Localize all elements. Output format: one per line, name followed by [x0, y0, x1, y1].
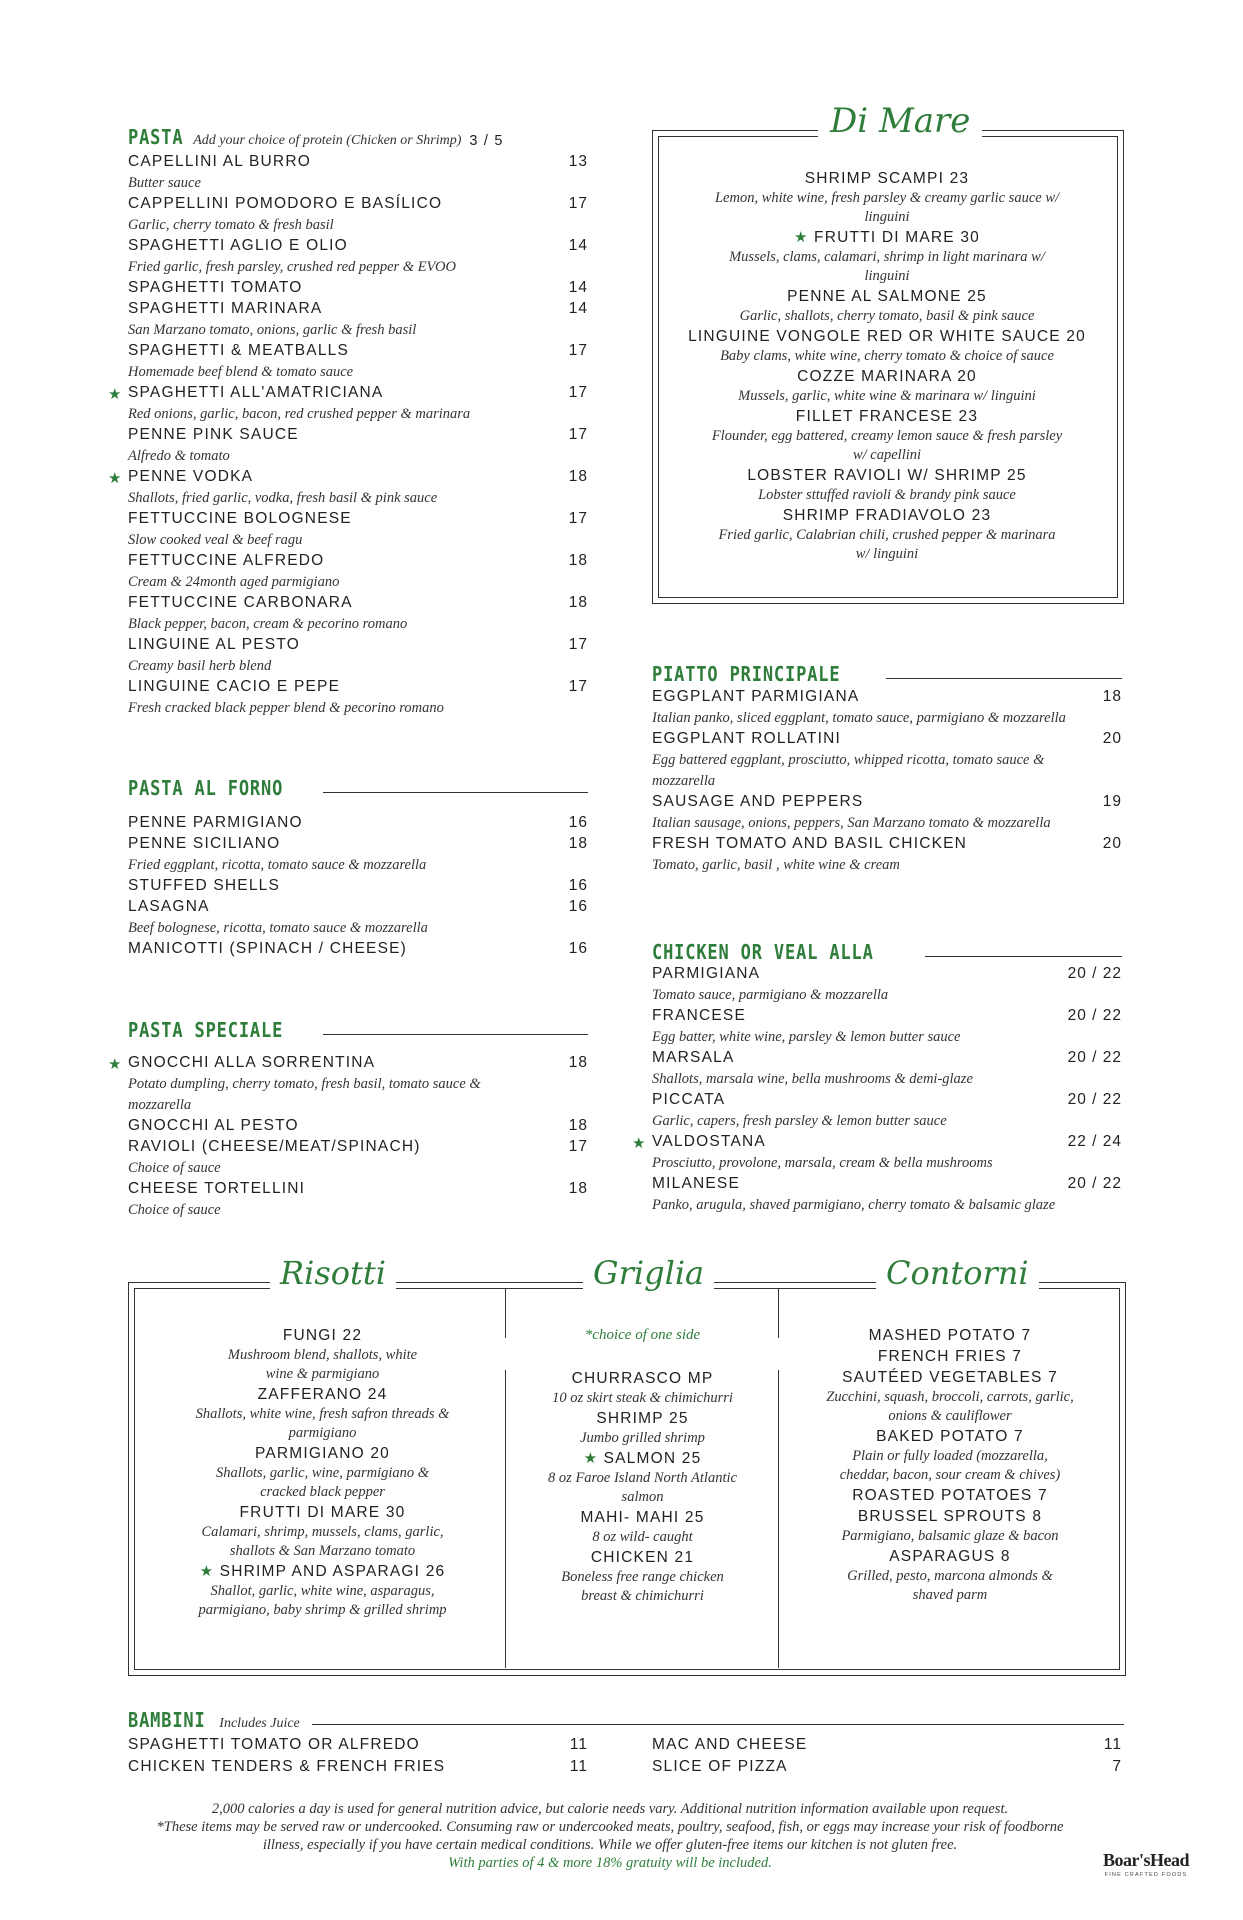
menu-item-desc: Lemon, white wine, fresh parsley & creamy garlic sauce w/ — [714, 190, 1060, 206]
menu-item-desc: Black pepper, bacon, cream & pecorino romano — [128, 616, 408, 632]
menu-item-price: 18 — [568, 594, 588, 611]
contorni-title: Contorni — [876, 1254, 1039, 1292]
menu-item-desc: Fried eggplant, ricotta, tomato sauce & mozzarella — [128, 857, 427, 873]
menu-item-label: ASPARAGUS 8 — [889, 1548, 1011, 1565]
bambini-rule — [312, 1724, 1124, 1725]
risotti-title: Risotti — [270, 1254, 396, 1292]
menu-item-name: SPAGHETTI TOMATO — [128, 279, 303, 296]
menu-item-name — [150, 1443, 495, 1464]
menu-item-price: 18 — [568, 835, 588, 852]
menu-item-desc: Flounder, egg battered, creamy lemon sauce & fresh parsley — [711, 428, 1063, 444]
menu-item-price: 20 / 22 — [1067, 1049, 1122, 1066]
menu-item-price: 17 — [568, 342, 588, 359]
menu-item-price: 18 — [568, 1117, 588, 1134]
bambini-title: BAMBINI — [128, 1708, 206, 1732]
menu-item-price: 18 — [568, 468, 588, 485]
menu-item-desc: cracked black pepper — [260, 1484, 385, 1500]
menu-item-name: FRANCESE — [652, 1007, 747, 1024]
menu-item-desc: Potato dumpling, cherry tomato, fresh basil, tomato sauce & — [128, 1076, 481, 1092]
menu-item-price: 14 — [568, 300, 588, 317]
menu-item-desc: Shallots, marsala wine, bella mushrooms & demi-glaze — [652, 1071, 973, 1087]
menu-item-desc: Fried garlic, fresh parsley, crushed red pepper & EVOO — [128, 259, 456, 275]
kids-item-price: 7 — [1112, 1758, 1122, 1775]
menu-item-name — [515, 1507, 770, 1528]
menu-item-label: SHRIMP FRADIAVOLO 23 — [782, 507, 992, 524]
griglia-side-note: *choice of one side — [584, 1327, 701, 1343]
menu-item-desc: Fried garlic, Calabrian chili, crushed pepper & marinara — [718, 527, 1056, 543]
divider-2-bottom — [778, 1370, 779, 1668]
menu-item-name — [660, 505, 1114, 526]
menu-item-name: SPAGHETTI MARINARA — [128, 300, 323, 317]
menu-item-price: 17 — [568, 678, 588, 695]
al-forno-rule — [323, 792, 588, 793]
menu-item-name: MANICOTTI (SPINACH / CHEESE) — [128, 940, 408, 957]
menu-item-label: MAHI- MAHI 25 — [580, 1509, 705, 1526]
menu-item-label: PENNE AL SALMONE 25 — [787, 288, 987, 305]
menu-item-label: SAUTÉED VEGETABLES 7 — [842, 1369, 1058, 1386]
di-mare-title: Di Mare — [818, 101, 982, 141]
menu-item-desc: Mushroom blend, shallots, white — [227, 1347, 418, 1363]
star-icon: ★ — [794, 229, 815, 246]
menu-item-name — [660, 366, 1114, 387]
menu-item-price: 22 / 24 — [1067, 1133, 1122, 1150]
menu-item-desc: Butter sauce — [128, 175, 201, 191]
menu-item-desc: Italian panko, sliced eggplant, tomato sauce, parmigiano & mozzarella — [652, 710, 1066, 726]
pasta-protein-note: Add your choice of protein (Chicken or Shrimp) — [193, 133, 462, 148]
menu-item-desc: Jumbo grilled shrimp — [580, 1430, 705, 1446]
bambini-header — [128, 1708, 1124, 1732]
menu-item-name — [790, 1367, 1110, 1388]
kids-item-name: MAC AND CHEESE — [652, 1736, 808, 1753]
menu-item-name — [515, 1448, 770, 1469]
menu-item-desc: Egg battered eggplant, prosciutto, whipped ricotta, tomato sauce & — [652, 752, 1045, 768]
menu-item-name: MILANESE — [652, 1175, 740, 1192]
footer-line-3: illness, especially if you have certain medical conditions. While we offer gluten-free items our kitchen is not gluten free. — [262, 1837, 958, 1853]
menu-item-label: FRUTTI DI MARE 30 — [239, 1504, 406, 1521]
menu-item-price: 18 — [568, 1054, 588, 1071]
menu-item-name — [790, 1325, 1110, 1346]
kids-item-name: CHICKEN TENDERS & FRENCH FRIES — [128, 1758, 446, 1775]
menu-item-name — [660, 406, 1114, 427]
menu-item-name: LASAGNA — [128, 898, 210, 915]
menu-item-price: 18 — [568, 1180, 588, 1197]
menu-item-name: PENNE SICILIANO — [128, 835, 281, 852]
menu-item-desc: shallots & San Marzano tomato — [229, 1543, 416, 1559]
menu-item-label: CHURRASCO MP — [571, 1370, 714, 1387]
menu-item-desc: Red onions, garlic, bacon, red crushed pepper & marinara — [128, 406, 471, 422]
menu-item-desc: w/ linguini — [855, 546, 919, 562]
menu-item-name: FETTUCCINE ALFREDO — [128, 552, 325, 569]
menu-item-desc: San Marzano tomato, onions, garlic & fresh basil — [128, 322, 417, 338]
footer-line-4: With parties of 4 & more 18% gratuity will be included. — [448, 1855, 772, 1871]
menu-item-desc: wine & parmigiano — [265, 1366, 380, 1382]
kids-item-name: SLICE OF PIZZA — [652, 1758, 788, 1775]
menu-item-name — [150, 1561, 495, 1582]
menu-item-price: 17 — [568, 426, 588, 443]
menu-item-desc: Lobster sttuffed ravioli & brandy pink sauce — [758, 487, 1016, 503]
menu-item-label: ZAFFERANO 24 — [257, 1386, 388, 1403]
menu-item-name: PENNE VODKA — [128, 468, 254, 485]
pasta-header — [128, 125, 588, 149]
menu-item-desc: Zucchini, squash, broccoli, carrots, garlic, — [826, 1389, 1074, 1405]
menu-item-name: PARMIGIANA — [652, 965, 761, 982]
menu-item-desc: Mussels, garlic, white wine & marinara w/ linguini — [738, 388, 1036, 404]
menu-item-label: PARMIGIANO 20 — [254, 1445, 391, 1462]
menu-item-price: 17 — [568, 384, 588, 401]
menu-item-name: SPAGHETTI ALL'AMATRICIANA — [128, 384, 384, 401]
menu-item-desc: parmigiano, baby shrimp & grilled shrimp — [198, 1602, 447, 1618]
menu-item-name — [150, 1502, 495, 1523]
menu-item-desc: Plain or fully loaded (mozzarella, — [852, 1448, 1048, 1464]
menu-item-price: 19 — [1102, 793, 1122, 810]
bambini-note: Includes Juice — [219, 1716, 300, 1731]
menu-item-name: RAVIOLI (CHEESE/MEAT/SPINACH) — [128, 1138, 421, 1155]
menu-item-price: 13 — [568, 153, 588, 170]
menu-item-label: BAKED POTATO 7 — [876, 1428, 1024, 1445]
menu-item-desc: Tomato, garlic, basil , white wine & cream — [652, 857, 900, 873]
menu-item-price: 17 — [568, 195, 588, 212]
menu-item-label: BRUSSEL SPROUTS 8 — [857, 1508, 1043, 1525]
menu-item-desc: Shallot, garlic, white wine, asparagus, — [210, 1583, 435, 1599]
menu-item-name — [515, 1408, 770, 1429]
menu-item-name — [790, 1546, 1110, 1567]
contorni-list — [790, 1325, 1110, 1605]
menu-item-price: 16 — [568, 877, 588, 894]
menu-item-name — [660, 326, 1114, 347]
kids-item-price: 11 — [569, 1736, 588, 1753]
menu-item-desc: linguini — [864, 268, 910, 284]
menu-item-desc: Garlic, capers, fresh parsley & lemon butter sauce — [652, 1113, 947, 1129]
menu-item-label: FILLET FRANCESE 23 — [795, 408, 979, 425]
footer-line-1: 2,000 calories a day is used for general nutrition advice, but calorie needs vary. Additional nutrition information available upon request. — [211, 1801, 1009, 1817]
menu-item-name: CHEESE TORTELLINI — [128, 1180, 306, 1197]
footer-disclaimer — [100, 1800, 1120, 1872]
chicken-veal-rule — [925, 956, 1122, 957]
speciale-title: PASTA SPECIALE — [128, 1018, 284, 1042]
griglia-list — [515, 1368, 770, 1606]
menu-item-label: SALMON 25 — [603, 1450, 702, 1467]
star-icon: ★ — [583, 1450, 604, 1467]
menu-item-desc: Baby clams, white wine, cherry tomato & choice of sauce — [720, 348, 1054, 364]
menu-item-desc: Calamari, shrimp, mussels, clams, garlic, — [201, 1524, 444, 1540]
menu-item-desc: Shallots, garlic, wine, parmigiano & — [215, 1465, 430, 1481]
menu-item-name — [790, 1485, 1110, 1506]
menu-item-price: 17 — [568, 636, 588, 653]
menu-item-desc: Garlic, cherry tomato & fresh basil — [128, 217, 334, 233]
menu-item-label: COZZE MARINARA 20 — [797, 368, 977, 385]
menu-item-price: 18 — [568, 552, 588, 569]
menu-item-desc: 10 oz skirt steak & chimichurri — [552, 1390, 733, 1406]
kids-item-price: 11 — [569, 1758, 588, 1775]
menu-item-name: EGGPLANT ROLLATINI — [652, 730, 841, 747]
menu-item-label: SHRIMP SCAMPI 23 — [804, 170, 970, 187]
speciale-rule — [323, 1034, 588, 1035]
menu-item-name: CAPELLINI AL BURRO — [128, 153, 311, 170]
menu-item-name: GNOCCHI ALLA SORRENTINA — [128, 1054, 376, 1071]
menu-item-desc: Shallots, fried garlic, vodka, fresh basil & pink sauce — [128, 490, 438, 506]
menu-item-price: 16 — [568, 898, 588, 915]
menu-item-name — [660, 168, 1114, 189]
di-mare-list — [660, 168, 1114, 564]
menu-item-label: MASHED POTATO 7 — [868, 1327, 1032, 1344]
menu-item-desc: linguini — [864, 209, 910, 225]
menu-item-desc: Fresh cracked black pepper blend & pecorino romano — [128, 700, 444, 716]
menu-item-desc: mozzarella — [128, 1097, 192, 1113]
footer-line-2: *These items may be served raw or undercooked. Consuming raw or undercooked meats, poultry, seafood, fish, or eggs may increase your risk of foodborne — [156, 1819, 1064, 1835]
divider-2-top — [778, 1288, 779, 1338]
menu-item-desc: Garlic, shallots, cherry tomato, basil & pink sauce — [739, 308, 1035, 324]
menu-item-desc: Choice of sauce — [128, 1160, 221, 1176]
speciale-header — [128, 1018, 588, 1042]
principale-title: PIATTO PRINCIPALE — [652, 662, 841, 686]
menu-item-desc: Slow cooked veal & beef ragu — [128, 532, 303, 548]
menu-item-price: 20 / 22 — [1067, 965, 1122, 982]
menu-item-name: CAPPELLINI POMODORO E BASÍLICO — [128, 195, 443, 212]
menu-item-name — [660, 286, 1114, 307]
menu-item-name: SPAGHETTI AGLIO E OLIO — [128, 237, 348, 254]
menu-item-desc: shaved parm — [912, 1587, 988, 1603]
menu-item-name — [660, 227, 1114, 248]
menu-item-name: GNOCCHI AL PESTO — [128, 1117, 299, 1134]
menu-item-desc: Shallots, white wine, fresh safron threads & — [195, 1406, 450, 1422]
menu-item-name: EGGPLANT PARMIGIANA — [652, 688, 860, 705]
griglia-title: Griglia — [583, 1254, 714, 1292]
menu-item-desc: 8 oz Faroe Island North Atlantic — [548, 1470, 737, 1486]
menu-item-desc: Egg batter, white wine, parsley & lemon butter sauce — [652, 1029, 961, 1045]
kids-item-price: 11 — [1103, 1736, 1122, 1753]
menu-item-label: LINGUINE VONGOLE RED OR WHITE SAUCE 20 — [688, 328, 1086, 345]
menu-item-desc: parmigiano — [288, 1425, 357, 1441]
menu-item-desc: Parmigiano, balsamic glaze & bacon — [841, 1528, 1059, 1544]
al-forno-title: PASTA AL FORNO — [128, 776, 284, 800]
chicken-veal-title: CHICKEN OR VEAL ALLA — [652, 940, 874, 964]
menu-item-name: VALDOSTANA — [652, 1133, 766, 1150]
star-icon: ★ — [108, 386, 122, 403]
menu-item-desc: Panko, arugula, shaved parmigiano, cherry tomato & balsamic glaze — [652, 1197, 1056, 1213]
menu-item-desc: Creamy basil herb blend — [128, 658, 272, 674]
menu-item-label: LOBSTER RAVIOLI W/ SHRIMP 25 — [747, 467, 1027, 484]
menu-item-desc: Cream & 24month aged parmigiano — [128, 574, 340, 590]
menu-item-desc: Alfredo & tomato — [128, 448, 230, 464]
menu-item-desc: onions & cauliflower — [888, 1408, 1012, 1424]
menu-item-desc: Boneless free range chicken — [561, 1569, 724, 1585]
menu-item-desc: Grilled, pesto, marcona almonds & — [847, 1568, 1053, 1584]
pasta-title: PASTA — [128, 125, 184, 149]
menu-item-name — [150, 1325, 495, 1346]
menu-item-desc: mozzarella — [652, 773, 716, 789]
principale-header — [652, 662, 1122, 686]
menu-item-price: 14 — [568, 237, 588, 254]
menu-item-name: FETTUCCINE CARBONARA — [128, 594, 353, 611]
menu-item-name — [515, 1368, 770, 1389]
menu-item-name: FETTUCCINE BOLOGNESE — [128, 510, 352, 527]
menu-item-price: 17 — [568, 510, 588, 527]
menu-item-name: FRESH TOMATO AND BASIL CHICKEN — [652, 835, 968, 852]
logo-text: Boar'sHead — [1102, 1850, 1189, 1870]
menu-item-name — [515, 1547, 770, 1568]
menu-item-desc: breast & chimichurri — [581, 1588, 704, 1604]
menu-item-name — [660, 465, 1114, 486]
menu-item-desc: 8 oz wild- caught — [592, 1529, 693, 1545]
al-forno-header — [128, 776, 588, 800]
menu-item-name — [150, 1384, 495, 1405]
menu-item-name — [790, 1426, 1110, 1447]
menu-item-desc: cheddar, bacon, sour cream & chives) — [839, 1467, 1061, 1483]
star-icon: ★ — [632, 1135, 646, 1152]
boars-head-logo — [1096, 1850, 1196, 1878]
menu-item-name: SPAGHETTI & MEATBALLS — [128, 342, 350, 359]
principale-rule — [886, 678, 1122, 679]
menu-item-name: PENNE PARMIGIANO — [128, 814, 303, 831]
menu-item-price: 20 / 22 — [1067, 1007, 1122, 1024]
menu-item-price: 14 — [568, 279, 588, 296]
menu-item-desc: Choice of sauce — [128, 1202, 221, 1218]
menu-item-desc: Beef bolognese, ricotta, tomato sauce & mozzarella — [128, 920, 428, 936]
menu-item-price: 20 — [1102, 835, 1122, 852]
chicken-veal-header — [652, 940, 1122, 964]
risotti-list — [150, 1325, 495, 1620]
menu-item-price: 18 — [1102, 688, 1122, 705]
menu-item-name — [790, 1506, 1110, 1527]
menu-item-label: FRENCH FRIES 7 — [877, 1348, 1023, 1365]
menu-item-price: 16 — [568, 940, 588, 957]
logo-subtext: FINE CRAFTED FOODS — [1104, 1872, 1188, 1878]
menu-item-price: 20 — [1102, 730, 1122, 747]
menu-item-desc: Mussels, clams, calamari, shrimp in light marinara w/ — [729, 249, 1045, 265]
menu-item-desc: w/ capellini — [852, 447, 922, 463]
divider-1-top — [505, 1288, 506, 1338]
menu-item-label: CHICKEN 21 — [590, 1549, 695, 1566]
menu-item-desc: Homemade beef blend & tomato sauce — [128, 364, 354, 380]
menu-item-desc: Tomato sauce, parmigiano & mozzarella — [652, 987, 889, 1003]
menu-item-price: 20 / 22 — [1067, 1091, 1122, 1108]
menu-item-price: 17 — [568, 1138, 588, 1155]
menu-item-name: STUFFED SHELLS — [128, 877, 281, 894]
menu-item-name: SAUSAGE AND PEPPERS — [652, 793, 864, 810]
star-icon: ★ — [108, 1056, 122, 1073]
menu-item-name: PICCATA — [652, 1091, 726, 1108]
menu-item-price: 16 — [568, 814, 588, 831]
menu-item-label: ROASTED POTATOES 7 — [852, 1487, 1048, 1504]
menu-item-label: FUNGI 22 — [282, 1327, 363, 1344]
menu-item-name: LINGUINE CACIO E PEPE — [128, 678, 341, 695]
menu-item-label: FRUTTI DI MARE 30 — [814, 229, 980, 246]
menu-item-name: PENNE PINK SAUCE — [128, 426, 299, 443]
pasta-protein-price: 3 / 5 — [469, 133, 504, 149]
divider-1-bottom — [505, 1370, 506, 1668]
menu-item-name: MARSALA — [652, 1049, 735, 1066]
menu-item-name — [790, 1346, 1110, 1367]
menu-item-desc: Prosciutto, provolone, marsala, cream & bella mushrooms — [652, 1155, 993, 1171]
menu-item-name: LINGUINE AL PESTO — [128, 636, 301, 653]
kids-item-name: SPAGHETTI TOMATO OR ALFREDO — [128, 1736, 420, 1753]
menu-item-desc: Italian sausage, onions, peppers, San Marzano tomato & mozzarella — [652, 815, 1051, 831]
menu-item-label: SHRIMP AND ASPARAGI 26 — [219, 1563, 446, 1580]
menu-item-desc: salmon — [621, 1489, 664, 1505]
star-icon: ★ — [108, 470, 122, 487]
star-icon: ★ — [199, 1563, 220, 1580]
menu-item-price: 20 / 22 — [1067, 1175, 1122, 1192]
menu-item-label: SHRIMP 25 — [596, 1410, 689, 1427]
